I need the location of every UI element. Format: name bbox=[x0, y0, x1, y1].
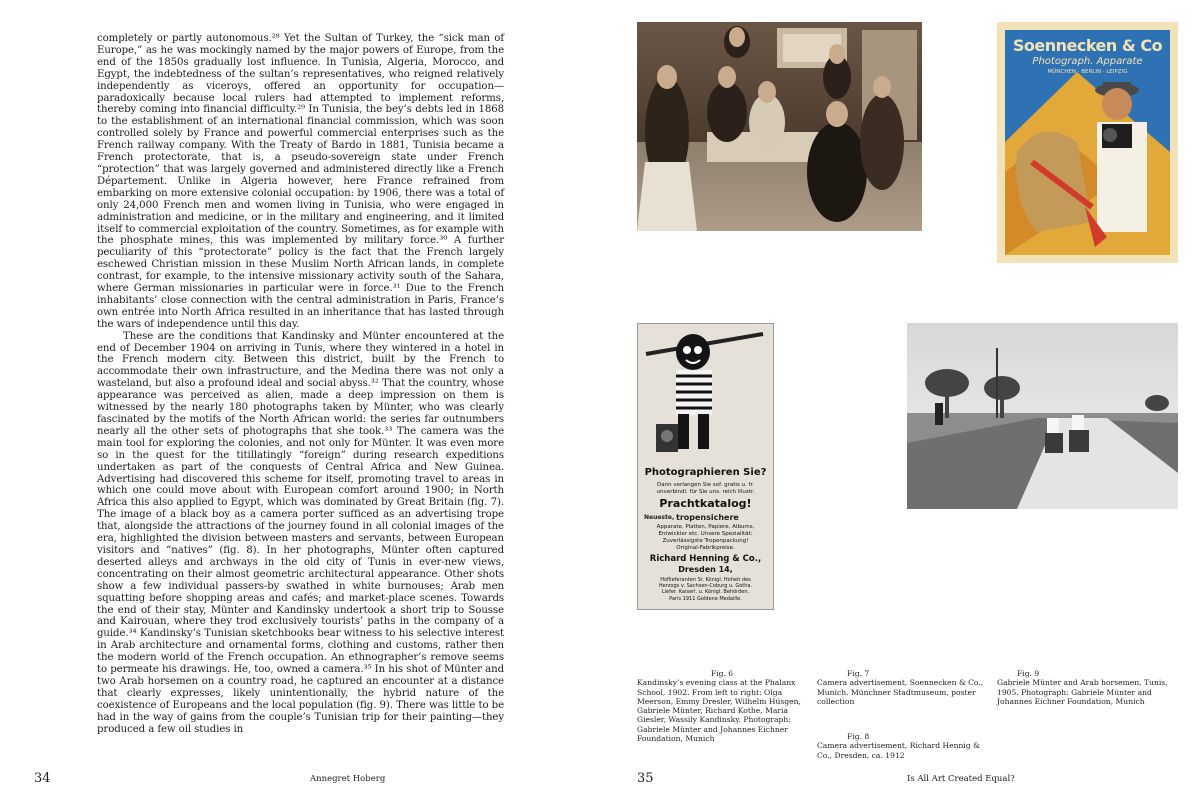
poster-cities: MÜNCHEN · BERLIN · LEIPZIG bbox=[1047, 69, 1128, 75]
poster-brand: Soennecken & Co bbox=[1012, 36, 1163, 55]
caption-number: Fig. 6 bbox=[710, 669, 734, 678]
caption-fig7 bbox=[817, 669, 987, 706]
paragraph: completely or partly autonomous.²⁸ Yet the Sultan of Turkey, the “sick man of Europe,” as he was mockingly named by the major powers of Europe, from the end of the 1850s gradually lost influence. In Tunisia, Algeria, Morocco, and Egypt, the indebtedness of the sultan’s representatives, who reigned relatively independently as viceroys, offered an opportunity for occupation—paradoxically because local rulers had attempted to implement reforms, thereby coming into financial difficulty.²⁹ In Tunisia, the bey’s debts led in 1868 to the establishment of an international financial commission, which was soon controlled solely by France and powerful commercial enterprises such as the French railway company. With the Treaty of Bardo in 1881, Tunisia became a French protectorate, that is, a pseudo-sovereign state under French “protection” that was largely governed and administered directly like a French Département. Unlike in Algeria however, here France refrained from embarking on more extensive colonial occupation: by 1906, there was a total of only 24,000 French men and women living in Tunisia, who were engaged in administration and medicine, or in the military and engineering, and it limited itself to commercial exploitation of the country. Sometimes, as for example with the phosphate mines, this was implemented by military force.³⁰ A further peculiarity of this “protectorate” policy is the fact that the French largely eschewed Christian mission in these Muslim North African lands, in complete contrast, for example, to the intensive missionary activity south of the Sahara, where German missionaries in particular were in force.³¹ Due to the French inhabitants’ close connection with the central administration in Paris, France’s own entrée into North Africa resulted in an inheritance that has lasted through the wars of independence until this day. bbox=[97, 33, 504, 330]
ad-line: Original-Fabrikpreise. bbox=[676, 545, 735, 551]
poster-subtitle: Photograph. Apparate bbox=[1032, 56, 1143, 67]
caption-fig9 bbox=[997, 669, 1172, 706]
left-folio: 34 bbox=[34, 771, 51, 786]
ad-line: Hoflieferanten Sr. Königl. Hoheit des bbox=[660, 577, 751, 583]
ad-city: Dresden 14, bbox=[678, 565, 733, 574]
ad-neuheit: Neueste, bbox=[644, 514, 675, 521]
ad-line: Apparate, Platten, Papiere, Albums, bbox=[656, 524, 755, 530]
left-page-body-text bbox=[97, 33, 504, 735]
caption-text: Kandinsky’s evening class at the Phalanx School, 1902. From left to right: Olga Meerson, Emmy Dresler, Wilhelm Hüsgen, Gabriele Münter, Richard Kothe, Maria Giesler, Wassily Kandinsky. Photograph: Gabriele Münter and Johannes Eichner Foundation, Munich bbox=[637, 678, 801, 744]
left-running-head: Annegret Hoberg bbox=[310, 774, 386, 784]
ad-tropen: tropensichere bbox=[676, 513, 739, 522]
ad-line: Paris 1911 Goldene Medaille. bbox=[669, 596, 742, 602]
ad-line: Entwickler etc. Unsere Spezialität: bbox=[658, 531, 753, 537]
fig7-soennecken-poster bbox=[997, 22, 1178, 263]
ad-line: Liefer. Kaiserl. u. Königl. Behörden. bbox=[661, 589, 750, 595]
ad-line: Herzogs v. Sachsen-Coburg u. Gotha. bbox=[658, 583, 753, 589]
caption-fig8 bbox=[817, 732, 987, 760]
caption-text: Camera advertisement, Richard Hennig & Co., Dresden, ca. 1912 bbox=[817, 741, 980, 760]
paragraph: These are the conditions that Kandinsky and Münter encountered at the end of December 1904 on arriving in Tunis, where they wintered in a hotel in the French modern city. Between this district, built by the French to accommodate their own infrastructure, and the Medina there was not only a wasteland, but also a profound ideal and social abyss.³² That the country, whose appearance was perceived as alien, made a deep impression on them is witnessed by the nearly 180 photographs taken by Münter, who was clearly fascinated by the motifs of the North African world: the series far outnumbers nearly all the other sets of photographs that she took.³³ The camera was the main tool for exploring the colonies, and not only for Münter. It was even more so in the quest for the titillatingly “foreign” during research expeditions undertaken as part of the conquests of Central Africa and New Guinea. Advertising had discovered this scheme for itself, promoting travel to areas in which one could move about with European comfort around 1900; in North Africa this also applied to Egypt, which was dominated by Great Britain (fig. 7). The image of a black boy as a camera porter sufficed as an advertising trope that, alongside the attractions of the journey found in all colonial images of the era, highlighted the division between masters and servants, between European visitors and “natives” (fig. 8). In her photographs, Münter often captured deserted alleys and archways in the old city of Tunis in ever-new views, concentrating on their almost geometric architectural appearance. Other shots show a few individual passers-by swathed in white burnouses; Arab men squatting before shopping areas and cafés; and market-place scenes. Towards the end of their stay, Münter and Kandinsky undertook a short trip to Sousse and Kairouan, where they trod exclusively tourists’ paths in the company of a guide.³⁴ Kandinsky’s Tunisian sketchbooks bear witness to his selective interest in Arab architecture and ornamental forms, clothing and customs, rather then the modern world of the French occupation. An ethnographer’s remove seems to permeate his drawings. He, too, owned a camera.³⁵ In his shot of Münter and two Arab horsemen on a country road, he captured an encounter at a distance that clearly expresses, likely unintentionally, the hybrid nature of the coexistence of Europeans and the local population (fig. 9). There was little to be had in the way of gains from the couple’s Tunisian trip for their painting—they produced a few oil studies in bbox=[97, 330, 504, 735]
right-running-head: Is All Art Created Equal? bbox=[907, 774, 1015, 784]
caption-text: Gabriele Münter and Arab horsemen, Tunis, 1905. Photograph: Gabriele Münter and Johannes Eichner Foundation, Munich bbox=[997, 678, 1168, 706]
ad-company: Richard Henning & Co., bbox=[649, 554, 762, 564]
ad-catalog: Prachtkatalog! bbox=[659, 497, 752, 510]
fig9-horsemen-photo bbox=[907, 323, 1178, 509]
fig8-hennig-advertisement bbox=[637, 323, 774, 610]
caption-number: Fig. 9 bbox=[1017, 669, 1040, 678]
ad-line: unverbindl. für Sie uns. reich illustr. bbox=[656, 489, 755, 495]
ad-headline: Photographieren Sie? bbox=[644, 467, 767, 478]
ad-line: Zuverlässigste Tropenpackung! bbox=[662, 538, 749, 544]
caption-number: Fig. 7 bbox=[847, 669, 870, 678]
fig6-group-photo bbox=[637, 22, 922, 231]
right-folio: 35 bbox=[637, 771, 654, 786]
caption-fig6 bbox=[637, 669, 807, 743]
ad-line: Dann verlangen Sie sof. gratis u. fr. bbox=[657, 482, 754, 488]
caption-text: Camera advertisement, Soennecken & Co., Munich. Münchner Stadtmuseum, poster collection bbox=[817, 678, 984, 706]
caption-number: Fig. 8 bbox=[847, 732, 870, 741]
